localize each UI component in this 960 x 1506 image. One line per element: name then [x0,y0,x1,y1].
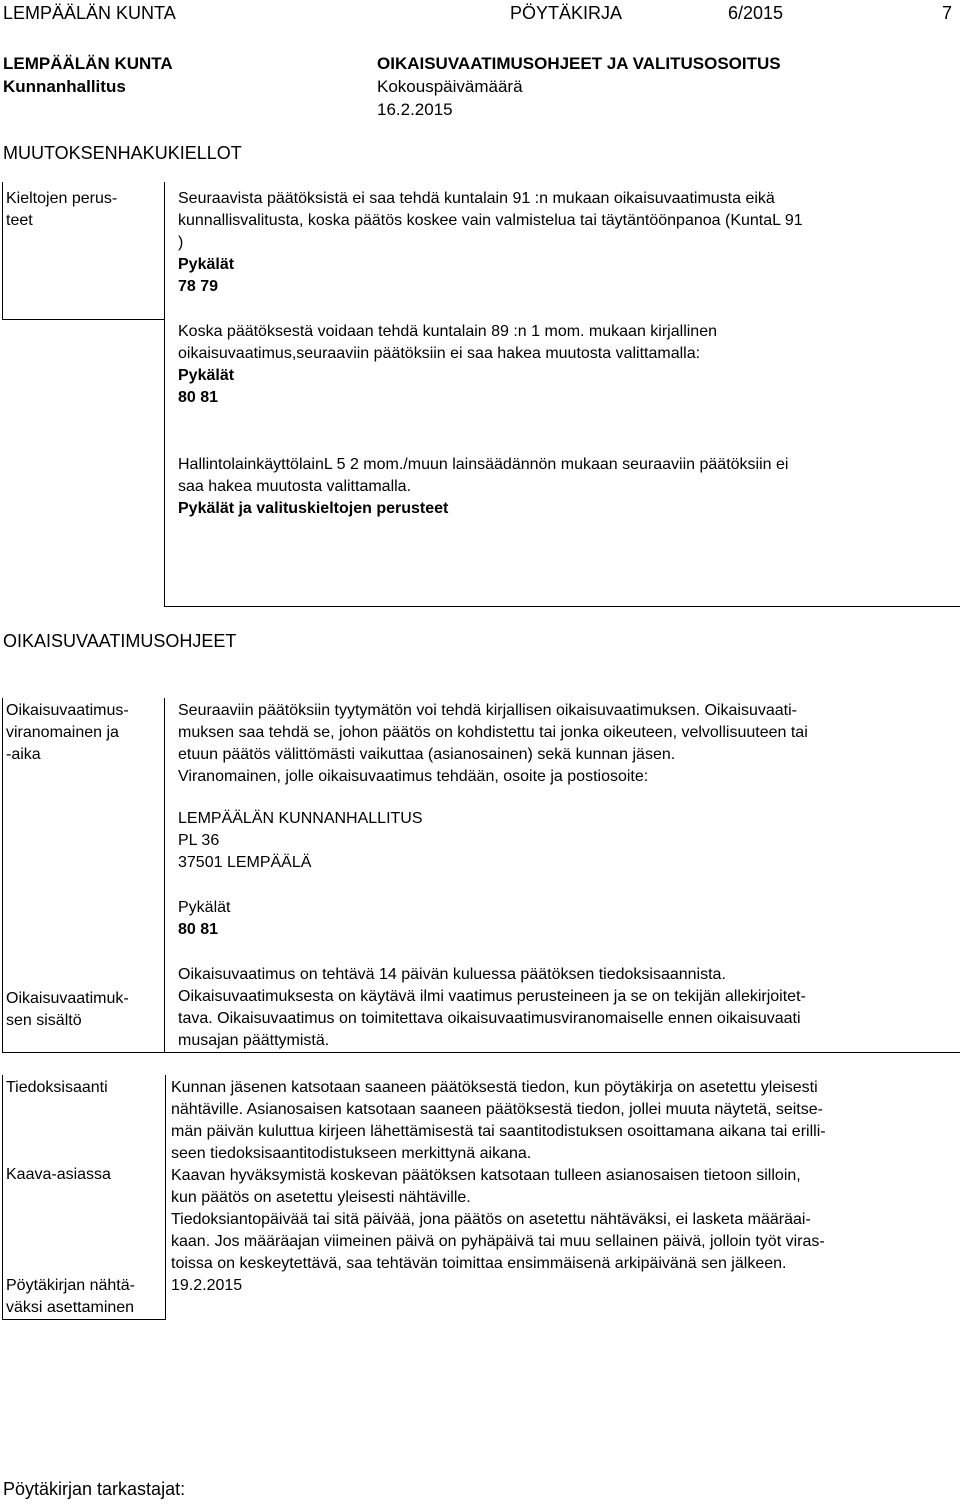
paragraph-block1: Seuraavista päätöksistä ei saa tehdä kuntalain 91 :n mukaan oikaisuvaatimusta eikä kunnallisvalitusta, koska päätös koskee vain valmistelua tai täytäntöönpanoa (KuntaL 91 ) Pykälät 78 79 [178,188,803,298]
paragraph-block3: HallintolainkäyttölainL 5 2 mom./muun lainsäädännön mukaan seuraaviin päätöksiin ei saa hakea muutosta valittamalla. Pykälät ja valituskieltojen perusteet [178,454,788,520]
paragraph-block2: Koska päätöksestä voidaan tehdä kuntalain 89 :n 1 mom. mukaan kirjallinen oikaisuvaatimus,seuraaviin päätöksiin ei saa hakea muutosta valittamalla: Pykälät 80 81 [178,321,717,409]
pykalat-label: Pykälät [178,256,235,273]
meta-municipality: LEMPÄÄLÄN KUNTA [3,54,173,73]
footer-tarkastajat: Pöytäkirjan tarkastajat: [3,1479,186,1499]
paragraph-tiedoksisaanti: Kunnan jäsenen katsotaan saaneen päätöksestä tiedon, kun pöytäkirja on asetettu yleisesti nähtäville. Asianosaisen katsotaan saaneen päätöksestä tiedon, jollei muuta näytetä, seitse- män päivän kuluttua kirjeen lähettämisestä tai saantitodistuksen osoittamana aikana tai erilli- seen tiedoksisaantitodistukseen merkittynä aikana. Kaavan hyväksymistä koskevan päätöksen katsotaan tulleen asianosaisen tietoon silloin, kun päätös on asetettu yleisesti nähtäville. Tiedoksiantopäivää tai sitä päivää, jona päätös on asetettu nähtäväksi, ei lasketa määräai- kaan. Jos määräajan viimeinen päivä on pyhäpäivä tai muu sellainen päivä, jolloin työt viras- toissa on keskeytettävä, saa tehtävän toimittaa ensimmäisenä arkipäivänä sen jälkeen. [171,1079,826,1272]
table-border [2,1319,166,1320]
paragraph-sisalto: Oikaisuvaatimus on tehtävä 14 päivän kuluessa päätöksen tiedoksisaannista. Oikaisuvaatimuksesta on käytävä ilmi vaatimus perusteineen ja se on tekijän allekirjoitet- tava. Oikaisuvaatimus on toimitettava oikaisuvaatimusviranomaiselle ennen oikaisuvaati musajan päättymistä. [178,966,806,1049]
nahtavaksi-date: 19.2.2015 [171,1277,243,1294]
pykalat-block: Pykälät 80 81 [178,899,231,938]
label-tiedoksisaanti: Tiedoksisaanti [6,1079,108,1096]
label-kieltojen-perusteet: Kieltojen perus- teet [6,190,118,229]
header-municipality: LEMPÄÄLÄN KUNTA [3,3,176,23]
pykalat-values: 78 79 [178,278,219,295]
meta-title: OIKAISUVAATIMUSOHJEET JA VALITUSOSOITUS [377,54,781,73]
table-border [2,1052,960,1053]
label-nahtavaksi-asettaminen: Pöytäkirjan nähtä- väksi asettaminen [6,1277,135,1316]
table-border [2,1075,3,1320]
header-page-number: 7 [942,3,953,23]
label-kaava-asiassa: Kaava-asiassa [6,1166,111,1183]
pykalat-values: 80 81 [178,389,219,406]
label-oikaisuvaatimuksen-sisalto: Oikaisuvaatimuk- sen sisältö [6,990,129,1029]
table-border [2,319,164,320]
header-doc-type: PÖYTÄKIRJA [510,3,623,23]
meta-body: Kunnanhallitus [3,77,126,96]
section-heading-muutoksenhakukiellot: MUUTOKSENHAKUKIELLOT [3,143,242,163]
meta-date: 16.2.2015 [377,100,453,119]
pykalat-label: Pykälät [178,367,235,384]
table-border [2,698,3,1053]
table-border [2,182,3,320]
table-border [165,1075,166,1320]
table-border [164,606,960,607]
meta-date-label: Kokouspäivämäärä [377,77,523,96]
pykalat-label: Pykälät ja valituskieltojen perusteet [178,500,449,517]
header-doc-number: 6/2015 [728,3,784,23]
label-oikaisuvaatimusviranomainen: Oikaisuvaatimus- viranomainen ja -aika [6,702,129,763]
section-heading-oikaisuvaatimusohjeet: OIKAISUVAATIMUSOHJEET [3,631,237,651]
paragraph-oikaisuvaatimus: Seuraaviin päätöksiin tyytymätön voi tehdä kirjallisen oikaisuvaatimuksen. Oikaisuvaati- muksen saa tehdä se, johon päätös on kohdistettu tai jonka oikeuteen, velvollisuuteen tai etuun päätös välittömästi vaikuttaa (asianosainen) sekä kunnan jäsen. Viranomainen, jolle oikaisuvaatimus tehdään, osoite ja postiosoite: [178,702,808,785]
table-border [164,698,165,1053]
table-border [164,182,165,607]
address-block: LEMPÄÄLÄN KUNNANHALLITUS PL 36 37501 LEMPÄÄLÄ [178,810,423,871]
